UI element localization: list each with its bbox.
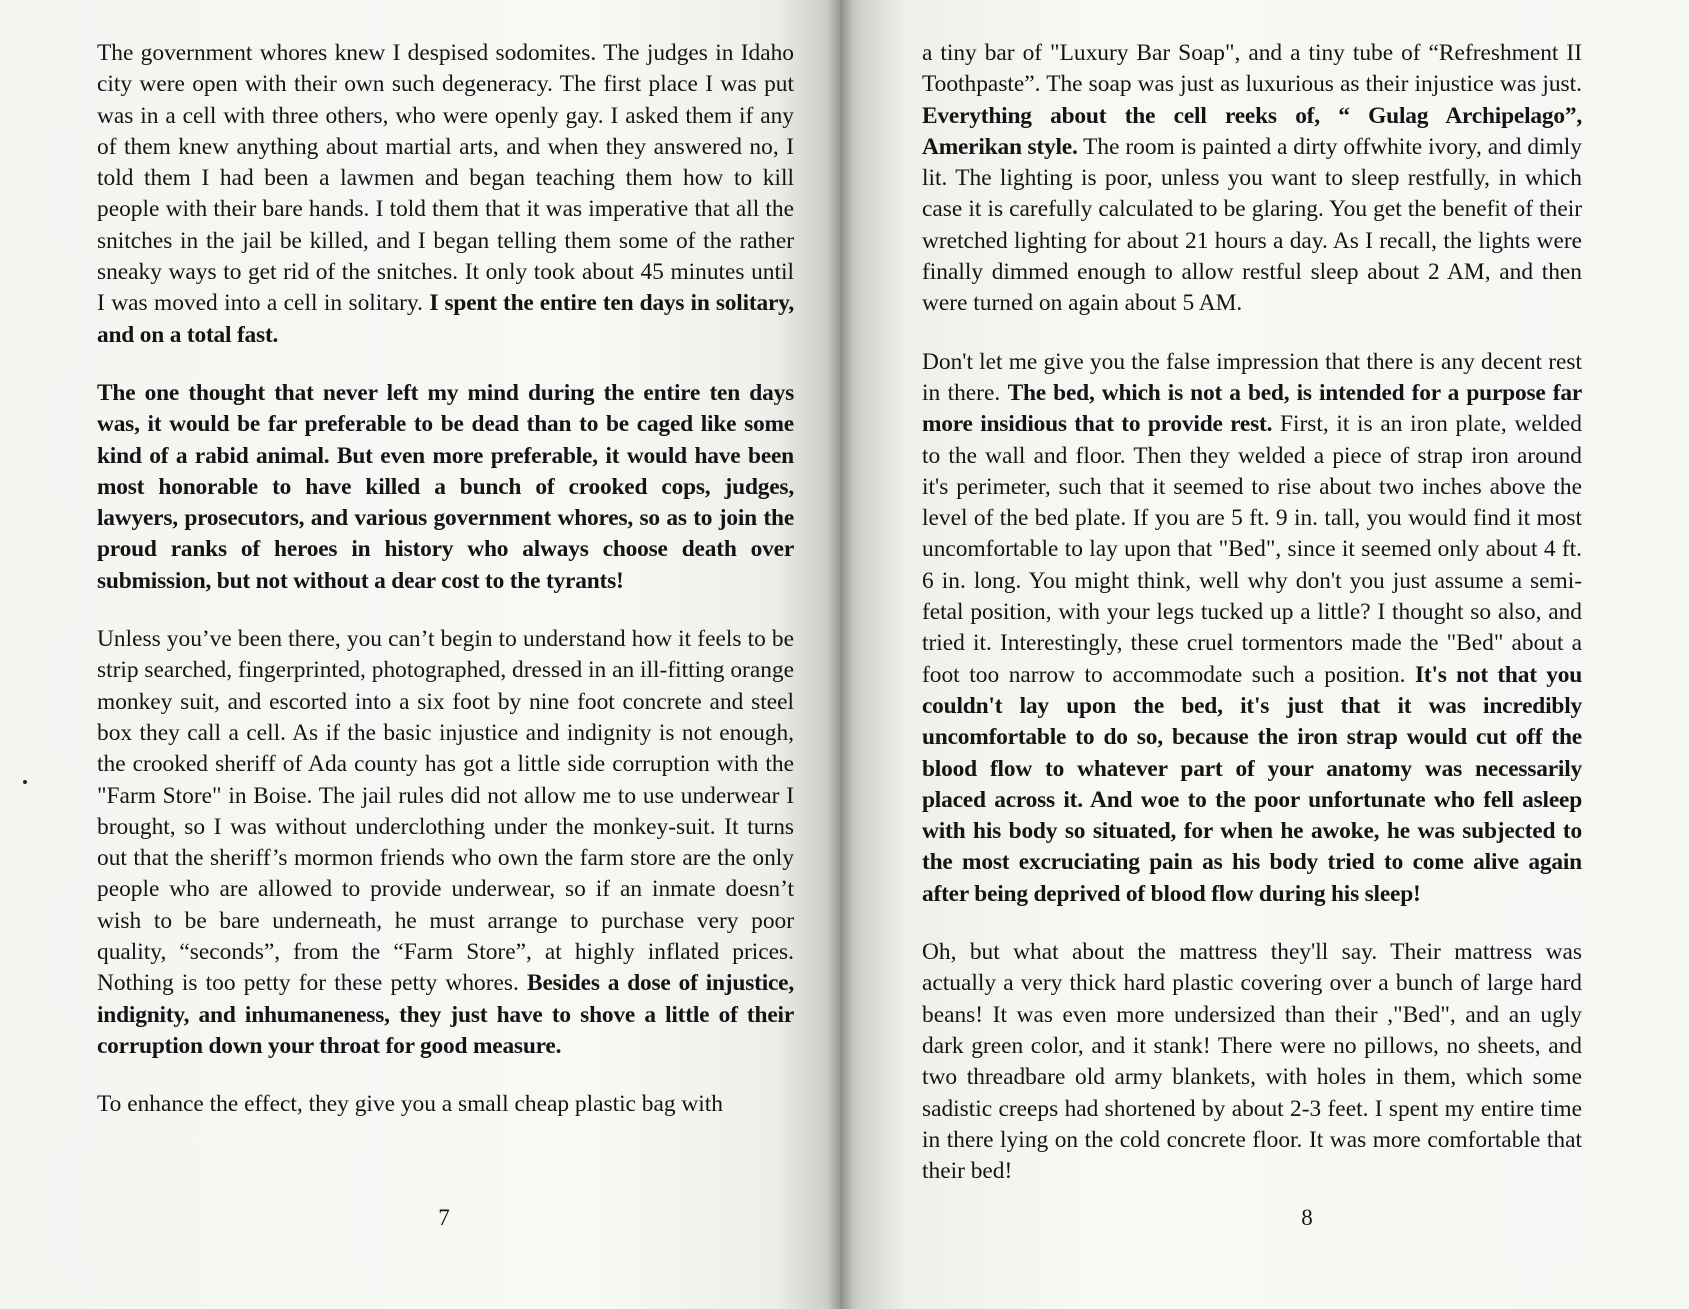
text-run: Oh, but what about the mattress they'll say. Their mattress was actually a very thick hard plastic covering over a bunch of large hard beans! It was even more undersized than their ,"Bed", and an ugly dark green color, and it stank! There were no pillows, no sheets, and two threadbare old army blankets, with holes in them, which some sadistic creeps had shortened by about 2-3 feet. I spent my entire time in there lying on the cold concrete floor. It was more comfortable that their bed! <box>922 939 1582 1185</box>
paragraph <box>97 378 794 597</box>
paragraph <box>97 38 794 351</box>
text-run-bold: Everything about the cell reeks of, “ Gulag Archipelago”, Amerikan style. <box>922 102 1582 160</box>
right-page-text <box>922 38 1582 1187</box>
text-run-bold: The bed, which is not a bed, is intended for a purpose far more insidious that to provide rest. <box>922 379 1583 438</box>
text-run: To enhance the effect, they give you a small cheap plastic bag with <box>97 1091 723 1118</box>
paragraph <box>922 347 1582 910</box>
text-run-bold: It's not that you couldn't lay upon the bed, it's just that it was incredibly uncomfortable to do so, because the iron strap would cut off the blood flow to whatever part of your anatomy was necessarily placed across it. And woe to the poor unfortunate who fell asleep with his body so situated, for when he awoke, he was subjected to the most excruciating pain as his body tried to come alive again after being deprived of blood flow during his sleep! <box>922 661 1583 907</box>
text-run: The room is painted a dirty offwhite ivory, and dimly lit. The lighting is poor, unless you want to sleep restfully, in which case it is carefully calculated to be glaring. You get the benefit of their wretched lighting for about 21 hours a day. As I recall, the lights were finally dimmed enough to allow restful sleep about 2 AM, and then were turned on again about 5 AM. <box>922 133 1582 317</box>
text-run: The government whores knew I despised sodomites. The judges in Idaho city were open with their own such degeneracy. The first place I was put was in a cell with three others, who were openly gay. I asked them if any of them knew anything about martial arts, and when they answered no, I told them I had been a lawmen and began teaching them how to kill people with their bare hands. I told them that it was imperative that all the snitches in the jail be killed, and I began telling them some of the rather sneaky ways to get rid of the snitches. It only took about 45 minutes until I was moved into a cell in solitary. <box>97 40 794 317</box>
text-run: Unless you’ve been there, you can’t begin to understand how it feels to be strip searched, fingerprinted, photographed, dressed in an ill-fitting orange monkey suit, and escorted into a six foot by nine foot concrete and steel box they call a cell. As if the basic injustice and indignity is not enough, the crooked sheriff of Ada county has got a little side corruption with the "Farm Store" in Boise. The jail rules did not allow me to use underwear I brought, so I was without underclothing under the monkey-suit. It turns out that the sheriff’s mormon friends who own the farm store are the only people who are allowed to provide underwear, so if an inmate doesn’t wish to be bare underneath, he must arrange to purchase very poor quality, “seconds”, from the “Farm Store”, at highly inflated prices. Nothing is too petty for these petty whores. <box>97 626 794 997</box>
page-number: 8 <box>1301 1205 1313 1230</box>
left-page <box>0 0 840 1309</box>
text-run-bold: The one thought that never left my mind during the entire ten days was, it would be far preferable to be dead than to be caged like some kind of a rabid animal. But even more preferable, it would have been most honorable to have killed a bunch of crooked cops, judges, lawyers, prosecutors, and various government whores, so as to join the proud ranks of heroes in history who always choose death over submission, but not without a dear cost to the tyrants! <box>97 379 794 594</box>
text-run-bold: Besides a dose of injustice, indignity, and inhumaneness, they just have to shove a little of their corruption down your throat for good measure. <box>97 970 794 1059</box>
page-number: 7 <box>438 1205 450 1230</box>
paragraph <box>922 38 1582 320</box>
paragraph <box>97 624 794 1062</box>
text-run: Don't let me give you the false impression that there is any decent rest in there. <box>922 348 1582 406</box>
book-gutter <box>828 0 852 1309</box>
paragraph <box>922 937 1582 1187</box>
text-run-bold: I spent the entire ten days in solitary, and on a total fast. <box>97 290 794 348</box>
text-run: First, it is an iron plate, welded to the wall and floor. Then they welded a piece of strap iron around it's perimeter, such that it seemed to rise about two inches above the level of the bed plate. If you are 5 ft. 9 in. tall, you would find it most uncomfortable to lay upon that "Bed", since it seemed only about 4 ft. 6 in. long. You might think, well why don't you just assume a semi-fetal position, with your legs tucked up a little? I thought so also, and tried it. Interestingly, these cruel tormentors made the "Bed" about a foot too narrow to accommodate such a position. <box>922 411 1583 688</box>
print-speck <box>23 780 27 784</box>
right-page <box>840 0 1689 1309</box>
left-page-text <box>97 38 794 1121</box>
paragraph <box>97 1089 794 1120</box>
text-run: a tiny bar of "Luxury Bar Soap", and a tiny tube of “Refreshment II Toothpaste”. The soap was just as luxurious as their injustice was just. <box>922 40 1582 98</box>
